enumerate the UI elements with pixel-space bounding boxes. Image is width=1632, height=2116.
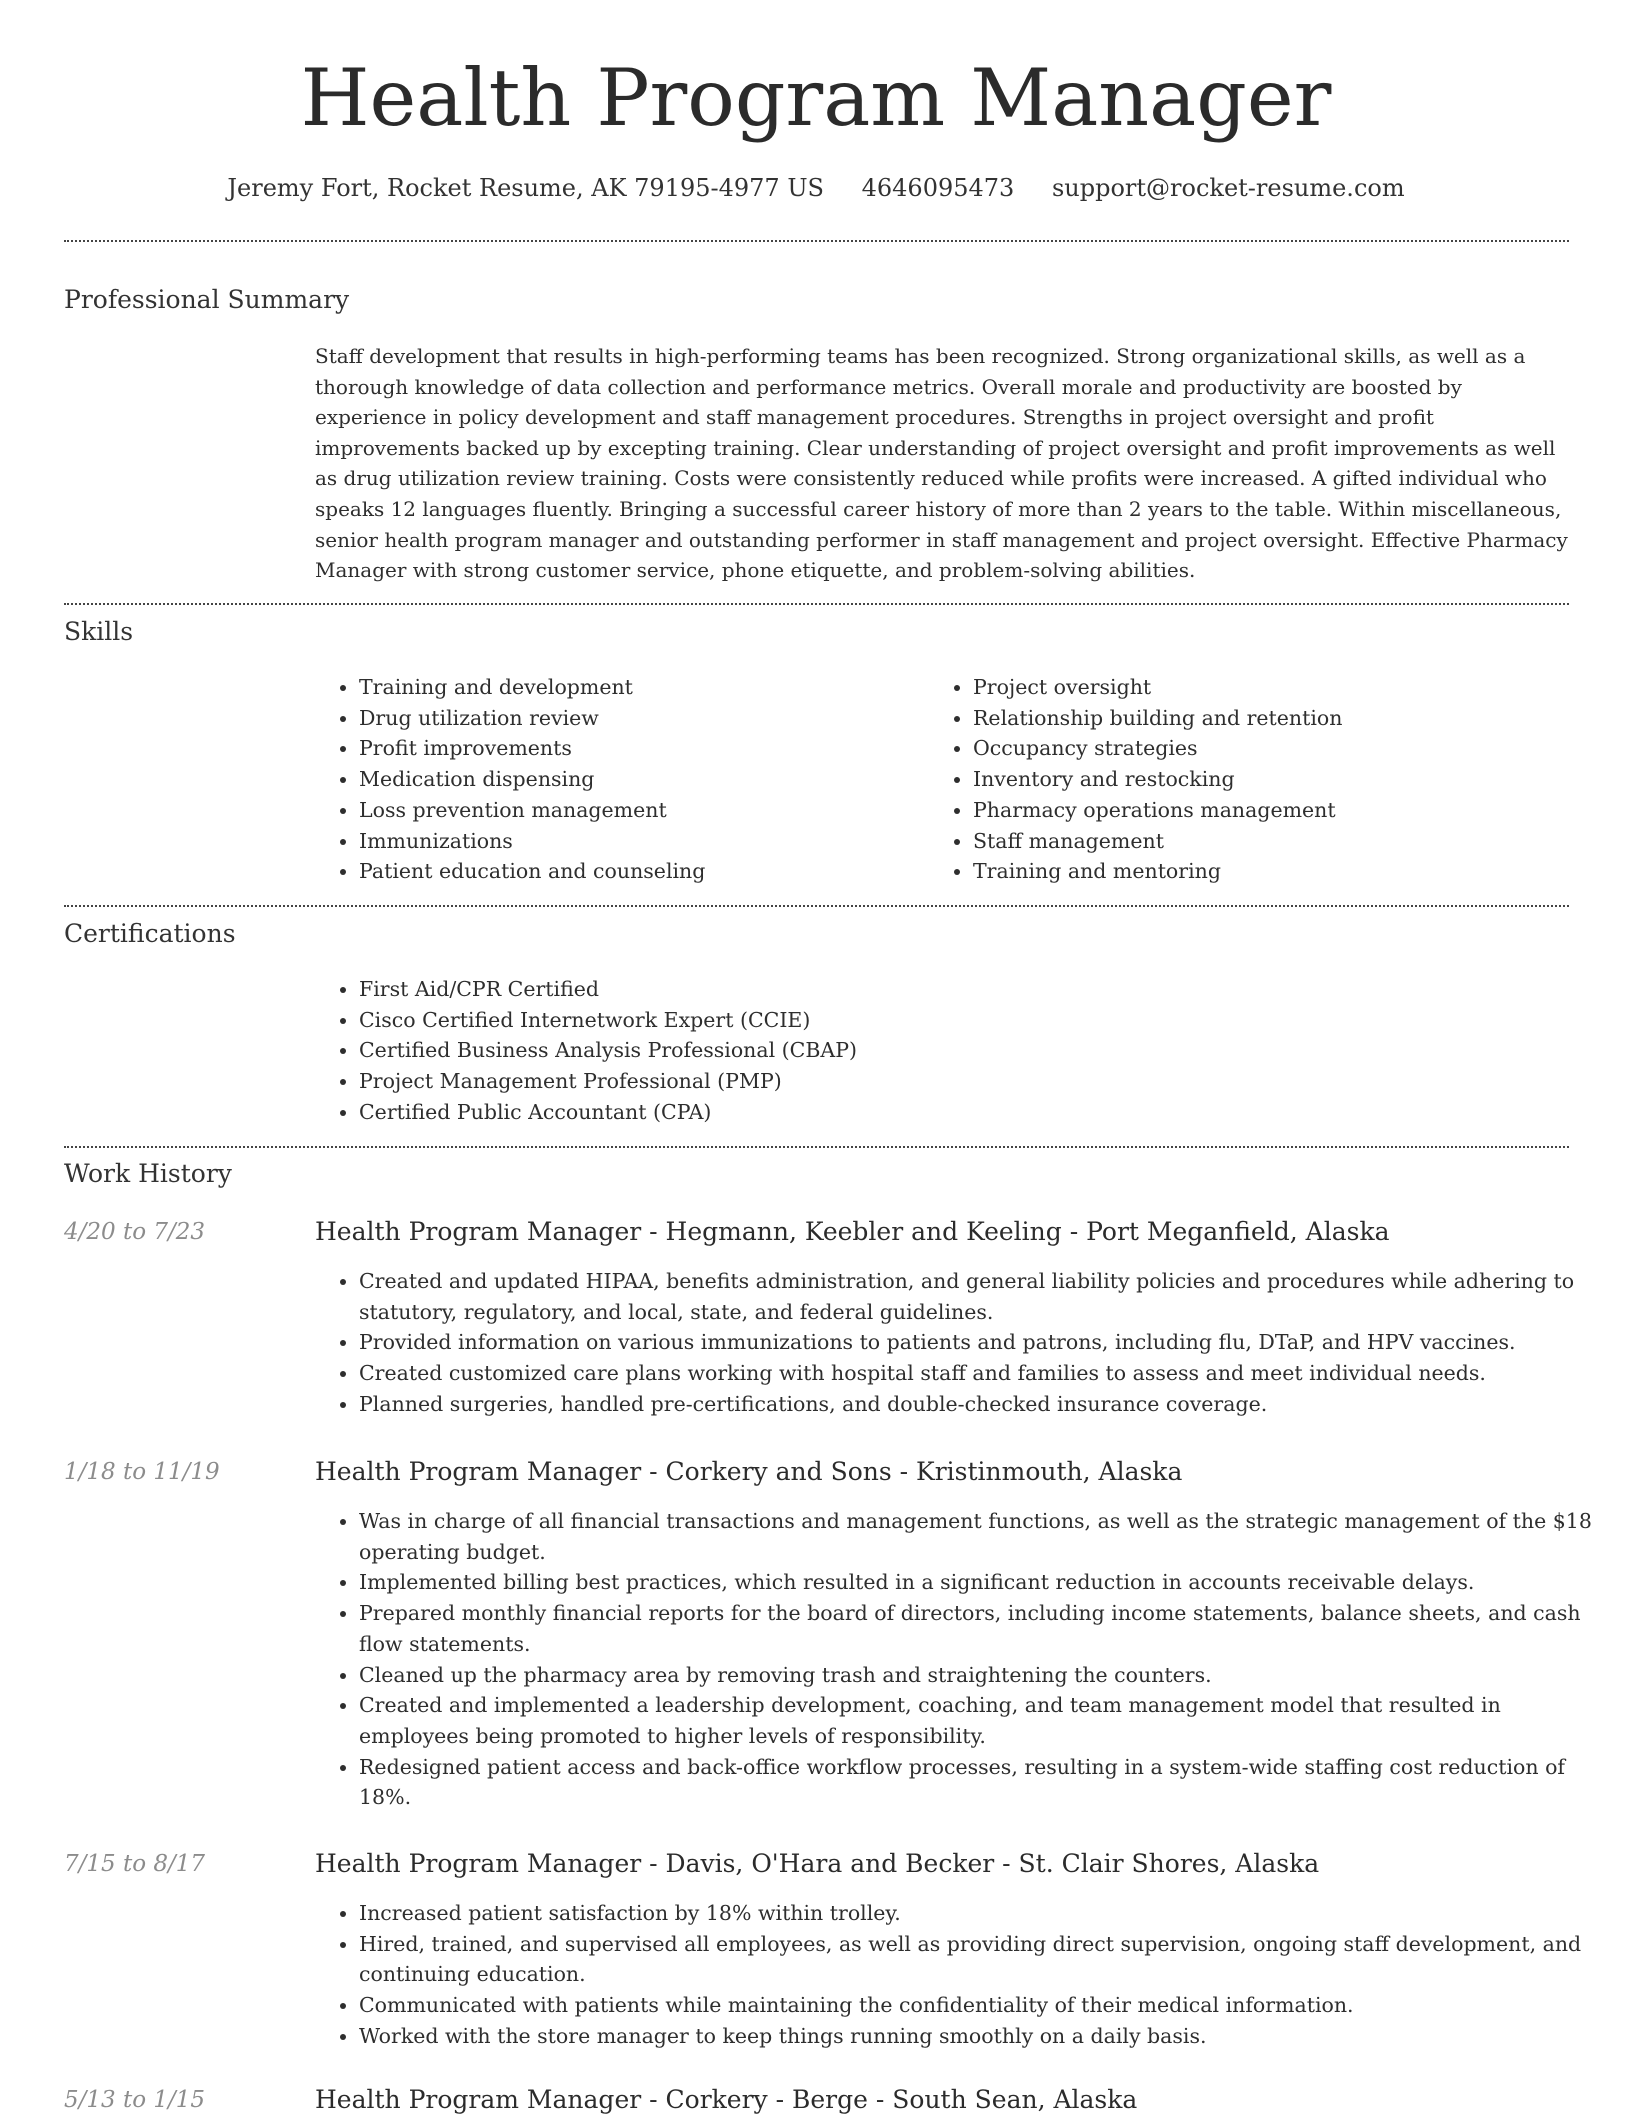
duty-item: • Cleaned up the pharmacy area by removing trash and straightening the counters. [359, 1660, 1614, 1691]
duty-item: • Created and implemented a leadership development, coaching, and team management model that resulted in employees being promoted to higher levels of responsibility. [359, 1690, 1614, 1751]
job-dates: 4/20 to 7/23 [64, 1219, 206, 1245]
skills-heading: Skills [64, 617, 134, 646]
certification-item: • Certified Public Accountant (CPA) [359, 1097, 1559, 1128]
section-divider [64, 905, 1569, 907]
duty-item: • Increased patient satisfaction by 18% within trolley. [359, 1898, 1614, 1929]
skill-item: • Medication dispensing [359, 764, 919, 795]
duty-item: • Created customized care plans working with hospital staff and families to assess and meet individual needs. [359, 1358, 1614, 1389]
job-dates: 1/18 to 11/19 [64, 1459, 220, 1485]
job-dates: 7/15 to 8/17 [64, 1851, 206, 1877]
certification-item: • Certified Business Analysis Professional (CBAP) [359, 1035, 1559, 1066]
job-title: Health Program Manager - Davis, O'Hara and Becker - St. Clair Shores, Alaska [315, 1849, 1320, 1878]
contact-line [0, 172, 1632, 204]
job-title: Health Program Manager - Corkery and Sons - Kristinmouth, Alaska [315, 1457, 1183, 1486]
skill-item: • Immunizations [359, 826, 919, 857]
duty-item: • Planned surgeries, handled pre-certifications, and double-checked insurance coverage. [359, 1389, 1614, 1420]
duty-item: • Created and updated HIPAA, benefits administration, and general liability policies and procedures while adhering to statutory, regulatory, and local, state, and federal guidelines. [359, 1266, 1614, 1327]
duty-item: • Communicated with patients while maintaining the confidentiality of their medical information. [359, 1990, 1614, 2021]
skill-item: • Pharmacy operations management [973, 795, 1573, 826]
skill-item: • Occupancy strategies [973, 733, 1573, 764]
resume-title: Health Program Manager [300, 52, 1332, 144]
duty-item: • Redesigned patient access and back-office workflow processes, resulting in a system-wide staffing cost reduction of 18%. [359, 1752, 1614, 1813]
duty-item: • Prepared monthly financial reports for the board of directors, including income statements, balance sheets, and cash flow statements. [359, 1598, 1614, 1659]
skill-item: • Patient education and counseling [359, 856, 919, 887]
skill-item: • Profit improvements [359, 733, 919, 764]
certification-item: • Cisco Certified Internetwork Expert (CCIE) [359, 1005, 1559, 1036]
duty-item: • Hired, trained, and supervised all employees, as well as providing direct supervision, ongoing staff development, and continuing education. [359, 1929, 1614, 1990]
skills-list-left [315, 672, 919, 887]
skill-item: • Drug utilization review [359, 703, 919, 734]
skill-item: • Inventory and restocking [973, 764, 1573, 795]
certifications-heading: Certifications [64, 919, 236, 948]
contact-email[interactable]: support@rocket-resume.com [1051, 174, 1405, 202]
contact-address: Jeremy Fort, Rocket Resume, AK 79195-4977 US [227, 174, 824, 202]
work-history-heading: Work History [64, 1159, 232, 1188]
certification-item: • First Aid/CPR Certified [359, 974, 1559, 1005]
job-title: Health Program Manager - Hegmann, Keebler and Keeling - Port Meganfield, Alaska [315, 1217, 1390, 1246]
section-divider [64, 1146, 1569, 1148]
duty-item: • Implemented billing best practices, which resulted in a significant reduction in accounts receivable delays. [359, 1567, 1614, 1598]
duty-item: • Provided information on various immunizations to patients and patrons, including flu, DTaP, and HPV vaccines. [359, 1327, 1614, 1358]
job-dates: 5/13 to 1/15 [64, 2087, 206, 2113]
summary-heading: Professional Summary [64, 285, 350, 314]
skill-item: • Training and mentoring [973, 856, 1573, 887]
job-duties [315, 1898, 1614, 2052]
job-title: Health Program Manager - Corkery - Berge - South Sean, Alaska [315, 2085, 1138, 2114]
skill-item: • Training and development [359, 672, 919, 703]
certifications-list [315, 974, 1559, 1128]
skill-item: • Loss prevention management [359, 795, 919, 826]
duty-item: • Worked with the store manager to keep things running smoothly on a daily basis. [359, 2021, 1614, 2052]
job-duties [315, 1506, 1614, 1813]
skill-item: • Project oversight [973, 672, 1573, 703]
duty-item: • Was in charge of all financial transactions and management functions, as well as the strategic management of the $18 operating budget. [359, 1506, 1614, 1567]
summary-text: Staff development that results in high-performing teams has been recognized. Strong organizational skills, as well as a thorough knowledge of data collection and performance metrics. Overall morale and productivity are boosted by experience in policy development and staff management procedures. Strengths in project oversight and profit improvements backed up by excepting training. Clear understanding of project oversight and profit improvements as well as drug utilization review training. Costs were consistently reduced while profits were increased. A gifted individual who speaks 12 languages fluently. Bringing a successful career history of more than 2 years to the table. Within miscellaneous, senior health program manager and outstanding performer in staff management and project oversight. Effective Pharmacy Manager with strong customer service, phone etiquette, and problem-solving abilities. [315, 344, 1568, 583]
skills-list-right [929, 672, 1573, 887]
job-duties [315, 1266, 1614, 1420]
skill-item: • Relationship building and retention [973, 703, 1573, 734]
section-divider [64, 603, 1569, 605]
certification-item: • Project Management Professional (PMP) [359, 1066, 1559, 1097]
contact-phone: 4646095473 [861, 174, 1015, 202]
section-divider [64, 240, 1569, 242]
skill-item: • Staff management [973, 826, 1573, 857]
